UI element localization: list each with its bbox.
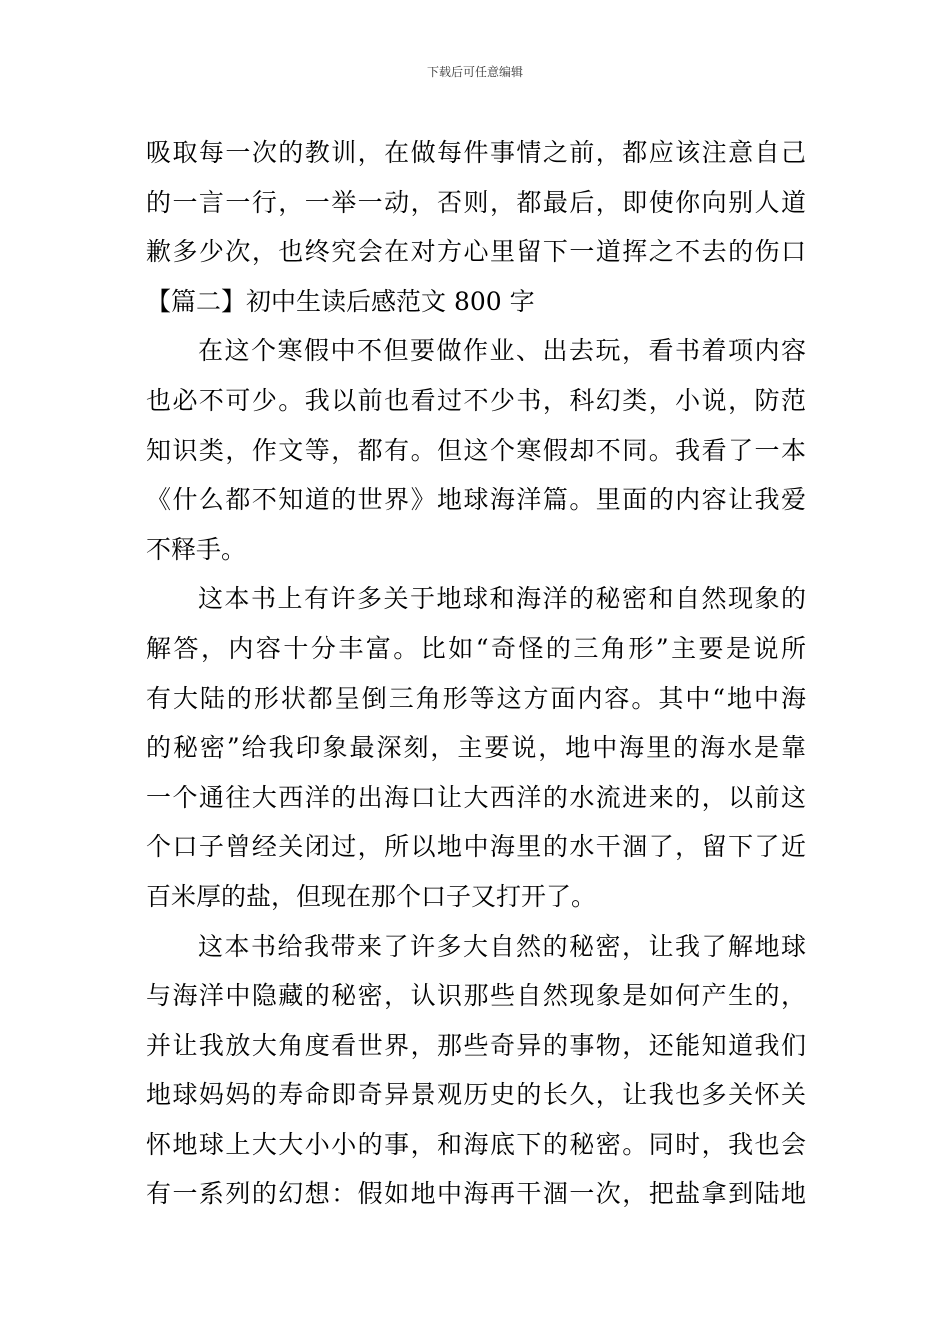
- text-line: 知识类，作文等，都有。但这个寒假却不同。我看了一本: [146, 435, 806, 465]
- text-line: 在这个寒假中不但要做作业、出去玩，看书着项内容: [198, 336, 806, 366]
- text-line: 一个通往大西洋的出海口让大西洋的水流进来的，以前这: [146, 782, 806, 812]
- text-line: 并让我放大角度看世界，那些奇异的事物，还能知道我们: [146, 1030, 806, 1060]
- text-line: 地球妈妈的寿命即奇异景观历史的长久，让我也多关怀关: [146, 1080, 806, 1110]
- page-header: 下载后可任意编辑: [426, 65, 523, 79]
- text-line: 解答，内容十分丰富。比如“奇怪的三角形”主要是说所: [146, 633, 806, 663]
- text-line: 《什么都不知道的世界》地球海洋篇。里面的内容让我爱: [146, 485, 806, 515]
- text-line: 百米厚的盐，但现在那个口子又打开了。: [146, 881, 597, 911]
- text-line: 也必不可少。我以前也看过不少书，科幻类，小说，防范: [146, 385, 806, 415]
- text-line: 吸取每一次的教训，在做每件事情之前，都应该注意自己: [146, 138, 806, 167]
- text-line: 【篇二】初中生读后感范文 800 字: [146, 286, 535, 316]
- text-line: 不释手。: [146, 534, 247, 564]
- text-line: 这本书上有许多关于地球和海洋的秘密和自然现象的: [198, 584, 806, 614]
- text-line: 的秘密”给我印象最深刻，主要说，地中海里的海水是靠: [146, 733, 806, 763]
- text-line: 有一系列的幻想：假如地中海再干涸一次，把盐拿到陆地: [146, 1179, 806, 1209]
- text-line: 个口子曾经关闭过，所以地中海里的水干涸了，留下了近: [146, 832, 806, 862]
- text-line: 歉多少次，也终究会在对方心里留下一道挥之不去的伤口: [146, 237, 806, 267]
- document-body: [146, 128, 806, 1219]
- text-line: 这本书给我带来了许多大自然的秘密，让我了解地球: [198, 931, 806, 961]
- text-line: 怀地球上大大小小的事，和海底下的秘密。同时，我也会: [146, 1129, 806, 1159]
- text-line: 与海洋中隐藏的秘密，认识那些自然现象是如何产生的，: [146, 981, 806, 1011]
- text-line: 的一言一行，一举一动，否则，都最后，即使你向别人道: [146, 187, 806, 217]
- text-line: 有大陆的形状都呈倒三角形等这方面内容。其中“地中海: [146, 683, 806, 713]
